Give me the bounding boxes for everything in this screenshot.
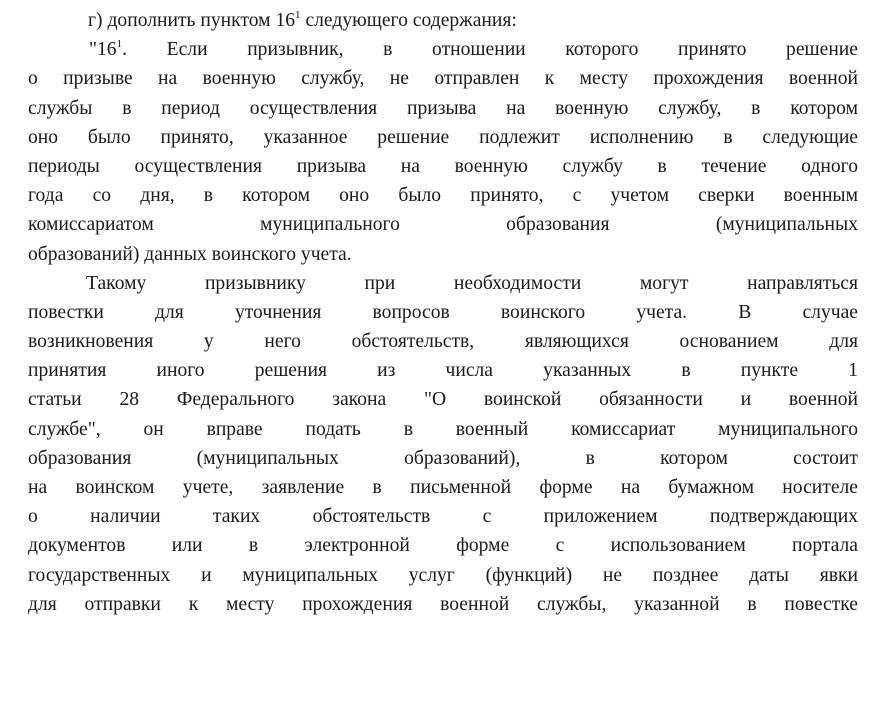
paragraph-1-first-line xyxy=(28,35,858,64)
paragraph-2-line: повестки для уточнения вопросов воинского учета. В случае xyxy=(28,301,858,323)
paragraph-1-line: о призыве на военную службу, не отправлен к месту прохождения военной xyxy=(28,68,858,90)
paragraph-1-line: оно было принято, указанное решение подлежит исполнению в следующие xyxy=(28,126,858,148)
paragraph-2-line: возникновения у него обстоятельств, являющихся основанием для xyxy=(28,331,858,353)
paragraph-2-line: службе", он вправе подать в военный комиссариат муниципального xyxy=(28,418,858,440)
clause-number-prefix: "16 xyxy=(89,39,117,61)
paragraph-2-line: документов или в электронной форме с использованием портала xyxy=(28,535,858,557)
clause-number-superscript: 1 xyxy=(116,38,123,51)
paragraph-1-last-line: образований) данных воинского учета. xyxy=(28,243,352,265)
paragraph-1-line: периоды осуществления призыва на военную службу в течение одного xyxy=(28,155,858,177)
paragraph-2-line: статьи 28 Федерального закона "О воинской обязанности и военной xyxy=(28,389,858,411)
paragraph-1-line: службы в период осуществления призыва на военную службу, в котором xyxy=(28,97,858,119)
document-page xyxy=(28,6,858,619)
paragraph-2-line: о наличии таких обстоятельств с приложением подтверждающих xyxy=(28,506,858,528)
paragraph-2-line: принятия иного решения из числа указанных в пункте 1 xyxy=(28,360,858,382)
intro-text: г) дополнить пунктом 16 xyxy=(88,10,296,31)
paragraph-2-line: государственных и муниципальных услуг (функций) не позднее даты явки xyxy=(28,564,858,586)
intro-superscript: 1 xyxy=(295,9,301,21)
paragraph-2-line: на воинском учете, заявление в письменной форме на бумажном носителе xyxy=(28,477,858,498)
paragraph-2-line: образования (муниципальных образований), в котором состоит xyxy=(28,447,858,469)
intro-tail: следующего содержания: xyxy=(300,10,517,31)
paragraph-1-first-text: . Если призывник, в отношении которого принято решение xyxy=(122,39,858,61)
intro-line xyxy=(28,6,858,35)
paragraph-1-line: года со дня, в котором оно было принято, с учетом сверки военным xyxy=(28,185,858,207)
paragraph-2-first-line: Такому призывнику при необходимости могут направляться xyxy=(86,272,858,294)
paragraph-2-line: для отправки к месту прохождения военной службы, указанной в повестке xyxy=(28,593,858,615)
paragraph-1-line: комиссариатом муниципального образования (муниципальных xyxy=(28,214,858,236)
